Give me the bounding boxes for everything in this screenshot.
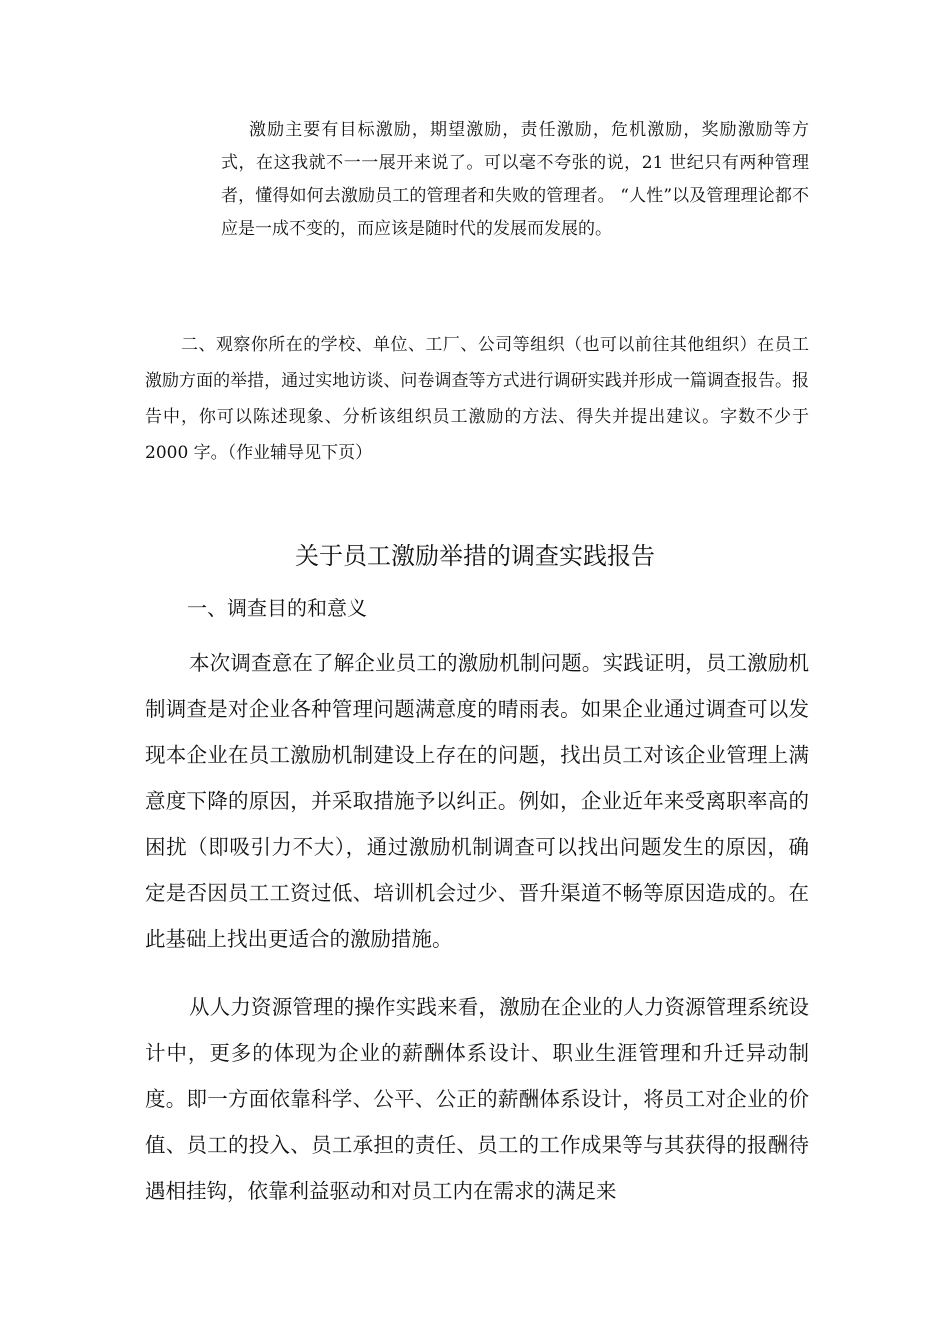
assignment-paragraph: 二、观察你所在的学校、单位、工厂、公司等组织（也可以前往其他组织）在员工激励方面的举措，通过实地访谈、问卷调查等方式进行调研实践并形成一篇调查报告。报告中，你可以陈述现象、分析该组织员工激励的方法、得失并提出建议。字数不少于 2000 字。（作业辅导见下页） xyxy=(145,335,809,463)
section-heading: 一、调查目的和意义 xyxy=(187,596,367,620)
body-paragraph-1: 本次调查意在了解企业员工的激励机制问题。实践证明，员工激励机制调查是对企业各种管理问题满意度的晴雨表。如果企业通过调查可以发现本企业在员工激励机制建设上存在的问题，找出员工对该企业管理上满意度下降的原因，并采取措施予以纠正。例如，企业近年来受离职率高的困扰（即吸引力不大），通过激励机制调查可以找出问题发生的原因，确定是否因员工工资过低、培训机会过少、晋升渠道不畅等原因造成的。在此基础上找出更适合的激励措施。 xyxy=(145,651,809,951)
intro-paragraph: 激励主要有目标激励，期望激励，责任激励，危机激励，奖励激励等方式，在这我就不一一展开来说了。可以毫不夸张的说，21 世纪只有两种管理者，懂得如何去激励员工的管理者和失败的管理者。 “人性”以及管理理论都不应是一成不变的，而应该是随时代的发展而发展的。 xyxy=(221,120,809,239)
report-title: 关于员工激励举措的调查实践报告 xyxy=(295,542,655,570)
body-paragraph-2: 从人力资源管理的操作实践来看，激励在企业的人力资源管理系统设计中，更多的体现为企业的薪酬体系设计、职业生涯管理和升迁异动制度。即一方面依靠科学、公平、公正的薪酬体系设计，将员工对企业的价值、员工的投入、员工承担的责任、员工的工作成果等与其获得的报酬待遇相挂钩，依靠利益驱动和对员工内在需求的满足来 xyxy=(145,995,809,1203)
